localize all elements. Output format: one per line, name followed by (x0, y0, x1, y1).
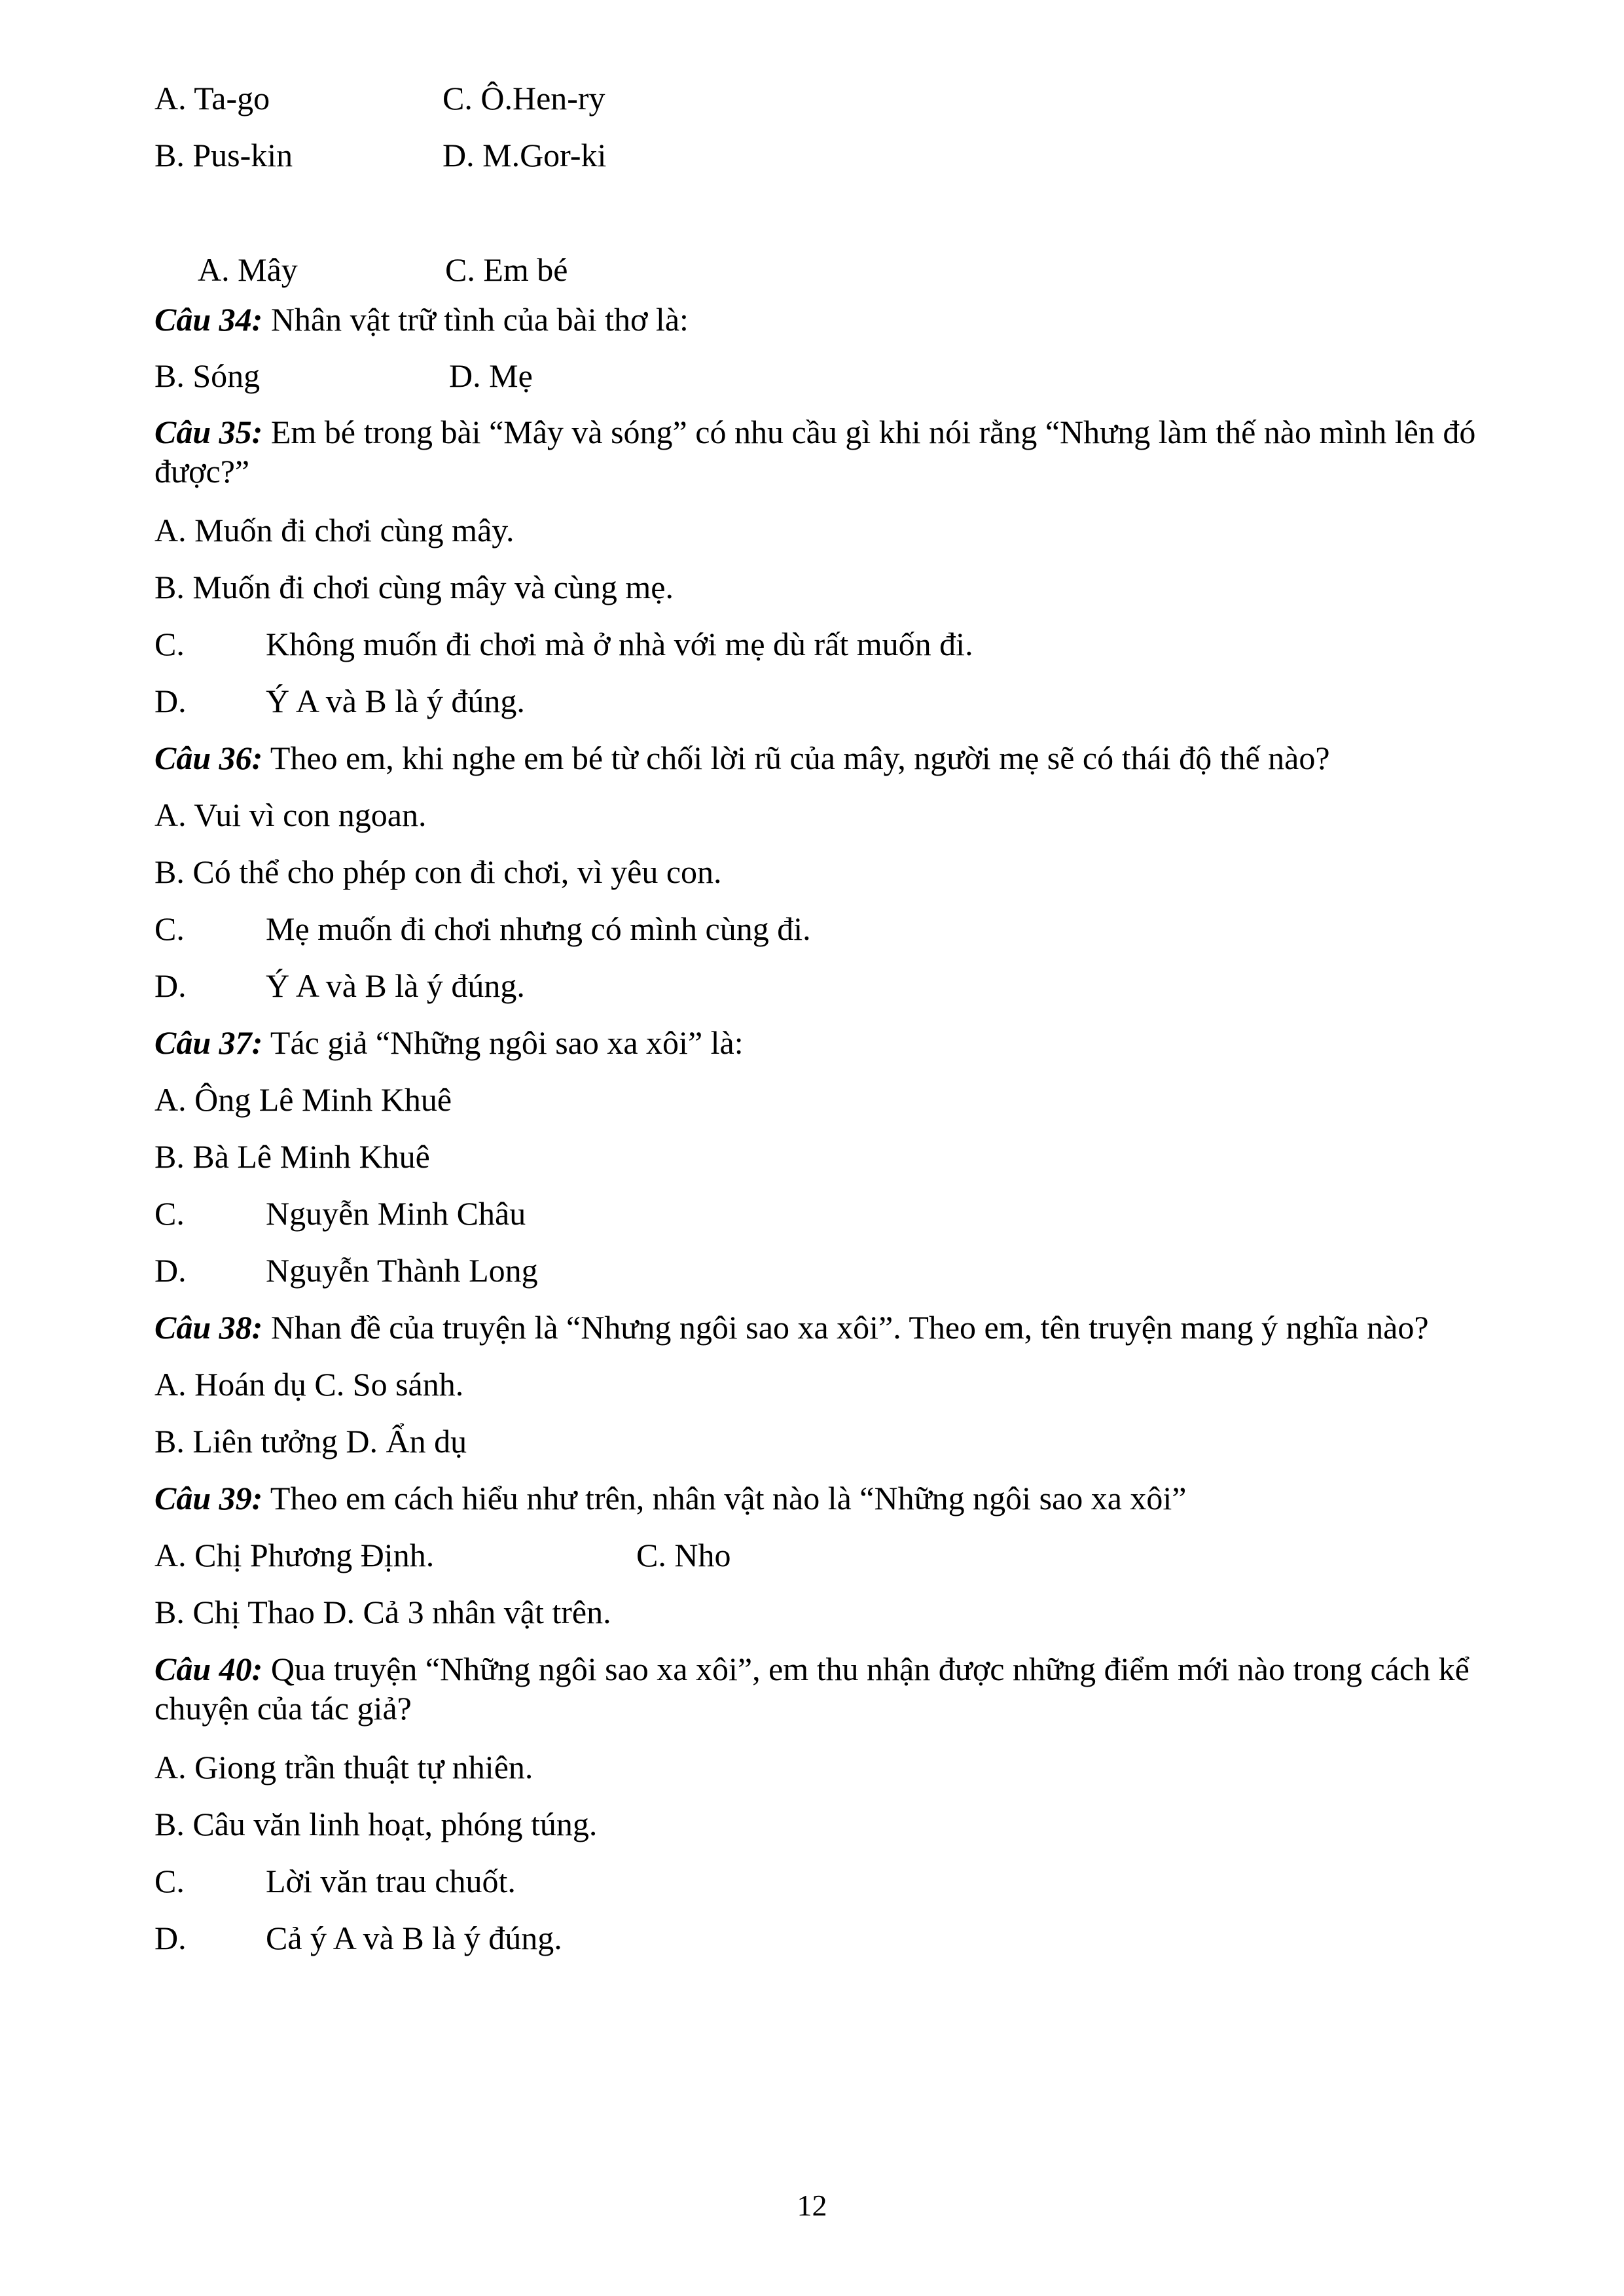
question-text: Tác giả “Những ngôi sao xa xôi” là: (262, 1024, 744, 1061)
option-b: B. Có thể cho phép con đi chơi, vì yêu con. (154, 853, 722, 890)
option-b: B. Muốn đi chơi cùng mây và cùng mẹ. (154, 569, 674, 605)
option-letter: D. (154, 683, 187, 719)
question-number: Câu 36: (154, 740, 263, 776)
question-text: Nhân vật trữ tình của bài thơ là: (262, 301, 689, 338)
option-c (154, 909, 811, 948)
question-text: Nhan đề của truyện là “Nhưng ngôi sao xa xôi”. Theo em, tên truyện mang ý nghĩa nào? (262, 1309, 1429, 1346)
option-a: A. Ta-go (154, 80, 270, 117)
option-b: B. Pus-kin (154, 137, 293, 173)
option-b: B. Sóng (154, 357, 261, 394)
question-number: Câu 37: (154, 1024, 263, 1061)
option-text: Ý A và B là ý đúng. (266, 683, 525, 719)
option-row (154, 135, 607, 175)
option-d: D. Mẹ (449, 357, 533, 394)
option-letter: C. (154, 1863, 185, 1899)
question-number: Câu 40: (154, 1651, 263, 1687)
option-d (154, 1918, 562, 1958)
option-letter: D. (154, 1920, 187, 1956)
option-d (154, 681, 525, 721)
question-40 (154, 1649, 1555, 1728)
option-c: C. Nho (636, 1537, 731, 1573)
option-text: Nguyễn Thành Long (266, 1252, 538, 1289)
question-36 (154, 738, 1555, 778)
page-number: 12 (797, 2189, 827, 2222)
question-37 (154, 1023, 1555, 1062)
question-35 (154, 412, 1555, 491)
option-row (154, 356, 533, 395)
option-text: Lời văn trau chuốt. (266, 1863, 516, 1899)
option-c (154, 624, 973, 664)
option-a: A. Vui vì con ngoan. (154, 797, 427, 833)
option-c: C. Ô.Hen-ry (442, 80, 605, 117)
question-number: Câu 39: (154, 1480, 263, 1516)
question-text: Theo em cách hiểu như trên, nhân vật nào là “Những ngôi sao xa xôi” (262, 1480, 1187, 1516)
option-row (154, 1535, 731, 1575)
option-text: Ý A và B là ý đúng. (266, 967, 525, 1004)
option-text: Không muốn đi chơi mà ở nhà với mẹ dù rất muốn đi. (266, 626, 973, 662)
question-text: Theo em, khi nghe em bé từ chối lời rũ của mây, người mẹ sẽ có thái độ thế nào? (262, 740, 1330, 776)
option-row (154, 79, 605, 118)
question-number: Câu 38: (154, 1309, 263, 1346)
option-letter: D. (154, 967, 187, 1004)
option-d: D. M.Gor-ki (442, 137, 607, 173)
option-letter: C. (154, 1195, 185, 1232)
question-34 (154, 300, 1555, 339)
option-a: A. Muốn đi chơi cùng mây. (154, 512, 514, 548)
option-b: B. Bà Lê Minh Khuê (154, 1138, 430, 1175)
option-d (154, 1251, 538, 1290)
option-a: A. Chị Phương Định. (154, 1537, 435, 1573)
question-39 (154, 1479, 1555, 1518)
option-letter: C. (154, 626, 185, 662)
option-row: B. Chị Thao D. Cả 3 nhân vật trên. (154, 1594, 611, 1630)
option-row (198, 250, 568, 289)
option-a: A. Giong trần thuật tự nhiên. (154, 1749, 533, 1785)
question-text: Em bé trong bài “Mây và sóng” có nhu cầu gì khi nói rằng “Nhưng làm thế nào mình lên đó được?” (154, 414, 1476, 490)
option-letter: D. (154, 1252, 187, 1289)
option-row: B. Liên tưởng D. Ẩn dụ (154, 1423, 467, 1460)
option-a: A. Ông Lê Minh Khuê (154, 1081, 452, 1118)
question-38 (154, 1308, 1555, 1347)
option-row: A. Hoán dụ C. So sánh. (154, 1366, 464, 1403)
option-c (154, 1861, 516, 1901)
question-number: Câu 35: (154, 414, 263, 450)
option-text: Mẹ muốn đi chơi nhưng có mình cùng đi. (266, 910, 811, 947)
option-c: C. Em bé (445, 251, 568, 288)
option-a: A. Mây (198, 251, 298, 288)
option-text: Nguyễn Minh Châu (266, 1195, 526, 1232)
option-b: B. Câu văn linh hoạt, phóng túng. (154, 1806, 598, 1842)
option-d (154, 966, 525, 1005)
option-letter: C. (154, 910, 185, 947)
option-c (154, 1194, 526, 1233)
question-text: Qua truyện “Những ngôi sao xa xôi”, em thu nhận được những điểm mới nào trong cách kể chuyện của tác giả? (154, 1651, 1470, 1727)
option-text: Cả ý A và B là ý đúng. (266, 1920, 562, 1956)
question-number: Câu 34: (154, 301, 263, 338)
